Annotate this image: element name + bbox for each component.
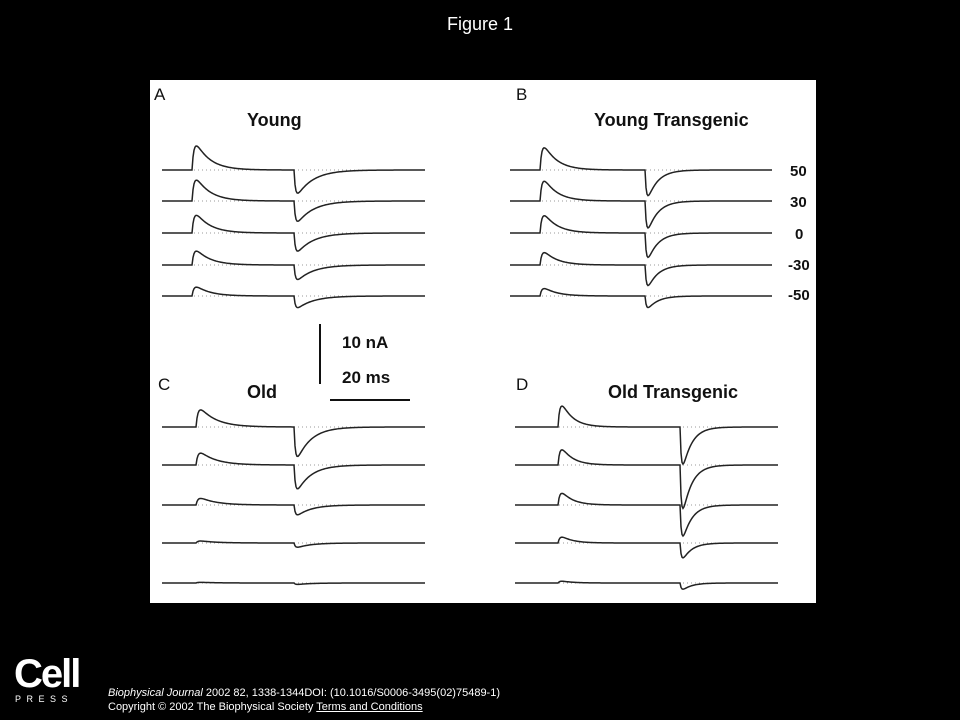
panel-title-b: Young Transgenic — [594, 110, 749, 130]
voltage-label: -30 — [788, 257, 810, 274]
current-trace — [515, 493, 778, 536]
current-trace — [515, 581, 778, 589]
current-trace — [510, 148, 772, 196]
panel-a-traces — [162, 146, 425, 308]
current-trace — [162, 410, 425, 456]
current-trace — [162, 453, 425, 489]
panel-b-traces — [510, 148, 772, 308]
current-trace — [162, 287, 425, 307]
copyright-text: Copyright © 2002 The Biophysical Society — [108, 701, 314, 713]
panel-letter-d: D — [516, 375, 529, 394]
current-trace — [162, 541, 425, 547]
current-trace — [510, 289, 772, 308]
current-trace — [515, 450, 778, 509]
citation-line — [108, 686, 500, 700]
voltage-label: 50 — [790, 163, 807, 180]
terms-link[interactable]: Terms and Conditions — [316, 701, 423, 713]
current-trace — [162, 146, 425, 193]
voltage-label: 30 — [790, 194, 807, 211]
panel-c-traces — [162, 410, 425, 584]
journal-name: Biophysical Journal — [108, 687, 203, 699]
scale-bar-current: 10 nA — [342, 333, 389, 352]
panel-letter-a: A — [154, 85, 166, 104]
citation-footer — [108, 686, 500, 714]
cell-press-logo — [14, 652, 80, 706]
copyright-line — [108, 700, 500, 714]
panel-d-traces — [515, 406, 778, 589]
scale-bar-time: 20 ms — [342, 368, 391, 387]
panel-letter-b: B — [516, 85, 528, 104]
citation-details: 2002 82, 1338-1344DOI: (10.1016/S0006-3495(02)75489-1) — [202, 687, 501, 699]
voltage-label: 0 — [795, 226, 804, 243]
current-trace — [515, 537, 778, 558]
figure-title: Figure 1 — [446, 14, 514, 34]
current-trace — [162, 251, 425, 279]
current-trace — [162, 582, 425, 584]
traces-svg — [150, 80, 816, 603]
current-trace — [510, 181, 772, 228]
current-trace — [510, 216, 772, 258]
figure-image — [150, 80, 816, 603]
panel-title-d: Old Transgenic — [608, 382, 739, 402]
current-trace — [515, 406, 778, 464]
logo-word: Cell — [14, 652, 80, 696]
voltage-label: -50 — [788, 287, 810, 304]
panel-title-a: Young — [247, 110, 302, 130]
panel-title-c: Old — [247, 382, 277, 402]
current-trace — [162, 215, 425, 251]
logo-sub: PRESS — [15, 694, 74, 704]
current-trace — [510, 253, 772, 286]
current-trace — [162, 498, 425, 514]
panel-letter-c: C — [158, 375, 171, 394]
current-trace — [162, 180, 425, 221]
